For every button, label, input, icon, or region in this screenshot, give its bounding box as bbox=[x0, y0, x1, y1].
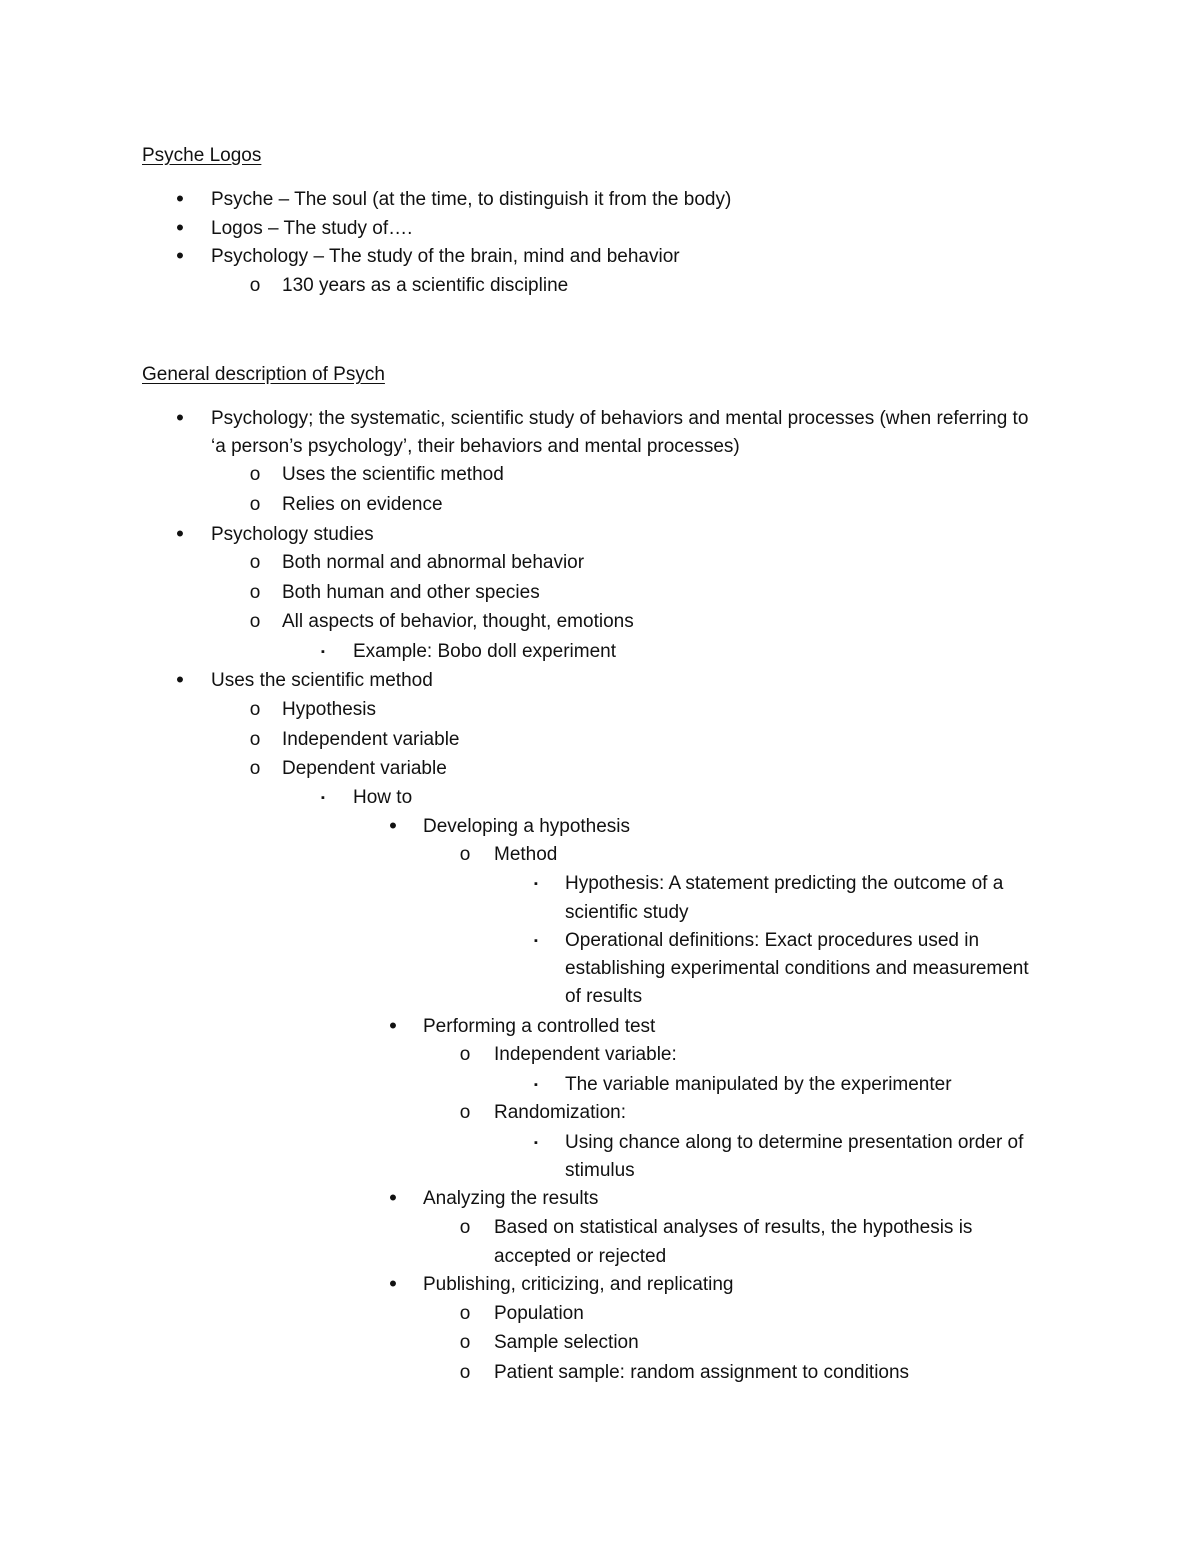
list-item: Operational definitions: Exact procedures used in bbox=[565, 930, 980, 951]
bullet-level1: • bbox=[176, 243, 184, 268]
bullet-level5: o bbox=[459, 844, 471, 865]
bullet-level2: o bbox=[249, 494, 261, 515]
bullet-level3: ▪ bbox=[321, 792, 325, 804]
bullet-level5: o bbox=[459, 1044, 471, 1065]
bullet-level6: ▪ bbox=[534, 1079, 538, 1091]
section-heading-general-description: General description of Psych bbox=[142, 364, 385, 385]
section-heading-psyche-logos: Psyche Logos bbox=[142, 145, 262, 166]
list-item-continuation: ‘a person’s psychology’, their behaviors and mental processes) bbox=[211, 436, 740, 457]
list-item: Both normal and abnormal behavior bbox=[282, 552, 585, 573]
list-item: Using chance along to determine presentation order of bbox=[565, 1132, 1024, 1153]
list-item: Hypothesis: A statement predicting the outcome of a bbox=[565, 873, 1004, 894]
list-item-continuation: establishing experimental conditions and measurement bbox=[565, 958, 1029, 979]
list-item: Psychology – The study of the brain, mind and behavior bbox=[211, 246, 680, 267]
list-item: Population bbox=[494, 1303, 584, 1324]
list-item: Independent variable: bbox=[494, 1044, 677, 1065]
list-item: Uses the scientific method bbox=[211, 670, 433, 691]
bullet-level2: o bbox=[249, 758, 261, 779]
list-item: Sample selection bbox=[494, 1332, 639, 1353]
list-item: Uses the scientific method bbox=[282, 464, 504, 485]
list-item-continuation: accepted or rejected bbox=[494, 1246, 667, 1267]
bullet-level5: o bbox=[459, 1332, 471, 1353]
bullet-level6: ▪ bbox=[534, 878, 538, 890]
list-item: Relies on evidence bbox=[282, 494, 443, 515]
bullet-level3: ▪ bbox=[321, 646, 325, 658]
bullet-level2: o bbox=[249, 729, 261, 750]
bullet-level4: • bbox=[389, 1271, 397, 1296]
list-item: The variable manipulated by the experimenter bbox=[565, 1074, 952, 1095]
bullet-level5: o bbox=[459, 1102, 471, 1123]
list-item: Hypothesis bbox=[282, 699, 376, 720]
list-item: Patient sample: random assignment to conditions bbox=[494, 1362, 910, 1383]
bullet-level2: o bbox=[249, 699, 261, 720]
bullet-level2: o bbox=[249, 611, 261, 632]
bullet-level6: ▪ bbox=[534, 935, 538, 947]
list-item: Publishing, criticizing, and replicating bbox=[423, 1274, 734, 1295]
bullet-level1: • bbox=[176, 215, 184, 240]
list-item: Randomization: bbox=[494, 1102, 627, 1123]
list-item: Psyche – The soul (at the time, to distinguish it from the body) bbox=[211, 189, 732, 210]
list-item: 130 years as a scientific discipline bbox=[282, 275, 569, 296]
bullet-level2: o bbox=[249, 552, 261, 573]
list-item: Based on statistical analyses of results, the hypothesis is bbox=[494, 1217, 973, 1238]
bullet-level5: o bbox=[459, 1303, 471, 1324]
bullet-level1: • bbox=[176, 667, 184, 692]
list-item: How to bbox=[353, 787, 413, 808]
list-item: Psychology; the systematic, scientific study of behaviors and mental processes (when referring to bbox=[211, 408, 1029, 429]
list-item: Method bbox=[494, 844, 558, 865]
list-item: Psychology studies bbox=[211, 524, 374, 545]
bullet-level4: • bbox=[389, 1013, 397, 1038]
bullet-level6: ▪ bbox=[534, 1137, 538, 1149]
list-item: Both human and other species bbox=[282, 582, 540, 603]
bullet-level4: • bbox=[389, 1185, 397, 1210]
list-item-continuation: scientific study bbox=[565, 902, 689, 923]
list-item: Performing a controlled test bbox=[423, 1016, 656, 1037]
list-item: Developing a hypothesis bbox=[423, 816, 631, 837]
bullet-level1: • bbox=[176, 405, 184, 430]
list-item: All aspects of behavior, thought, emotions bbox=[282, 611, 634, 632]
bullet-level4: • bbox=[389, 813, 397, 838]
bullet-level2: o bbox=[249, 464, 261, 485]
bullet-level1: • bbox=[176, 186, 184, 211]
list-item-continuation: of results bbox=[565, 986, 643, 1007]
bullet-level5: o bbox=[459, 1217, 471, 1238]
bullet-level2: o bbox=[249, 582, 261, 603]
list-item: Analyzing the results bbox=[423, 1188, 599, 1209]
bullet-level2: o bbox=[249, 275, 261, 296]
list-item: Example: Bobo doll experiment bbox=[353, 641, 616, 662]
list-item-continuation: stimulus bbox=[565, 1160, 635, 1181]
list-item: Dependent variable bbox=[282, 758, 447, 779]
list-item: Independent variable bbox=[282, 729, 460, 750]
bullet-level1: • bbox=[176, 521, 184, 546]
list-item: Logos – The study of…. bbox=[211, 218, 413, 239]
bullet-level5: o bbox=[459, 1362, 471, 1383]
